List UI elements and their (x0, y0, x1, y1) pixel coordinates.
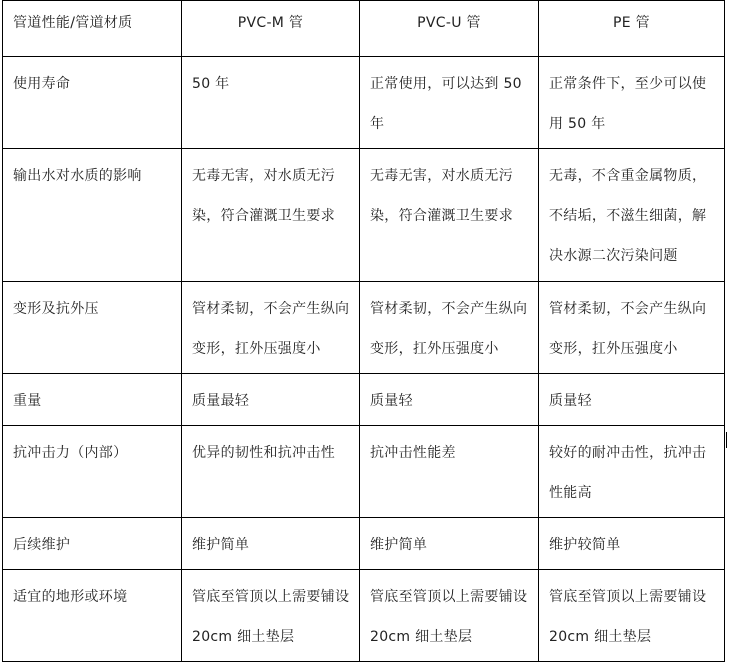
cell-text: 重量 (13, 393, 42, 409)
cell-text: 管底至管顶以上需要铺设 20cm 细土垫层 (192, 589, 350, 645)
cell-text: 后续维护 (13, 537, 71, 553)
pvc-m-cell (182, 282, 360, 374)
row-label-cell (3, 518, 182, 570)
pvc-u-cell (360, 374, 539, 426)
cell-text: 质量轻 (549, 393, 592, 409)
pvc-m-cell (182, 374, 360, 426)
table-row (3, 426, 725, 518)
table-row (3, 374, 725, 426)
cursor-mark (726, 432, 727, 448)
header-text: PVC-M 管 (237, 15, 304, 31)
row-label-cell (3, 374, 182, 426)
pe-cell (539, 374, 725, 426)
pvc-u-cell (360, 570, 539, 662)
cell-text: 质量最轻 (192, 393, 250, 409)
header-cell-pe (539, 1, 725, 57)
pvc-m-cell (182, 426, 360, 518)
cell-text: 正常条件下，至少可以使用 50 年 (549, 76, 707, 132)
header-cell-pvc-m (182, 1, 360, 57)
pe-cell (539, 282, 725, 374)
cell-text: 质量轻 (370, 393, 413, 409)
cell-text: 管材柔韧，不会产生纵向变形，扛外压强度小 (192, 301, 350, 357)
pipe-comparison-table (2, 0, 725, 662)
cell-text: 较好的耐冲击性，抗冲击性能高 (549, 445, 707, 501)
header-row (3, 1, 725, 57)
pvc-u-cell (360, 518, 539, 570)
row-label-cell (3, 149, 182, 282)
pvc-u-cell (360, 426, 539, 518)
row-label-cell (3, 570, 182, 662)
cell-text: 无毒无害，对水质无污染，符合灌溉卫生要求 (192, 168, 335, 224)
table-row (3, 570, 725, 662)
cell-text: 50 年 (192, 76, 230, 92)
cell-text: 使用寿命 (13, 76, 71, 92)
cell-text: 维护简单 (192, 537, 250, 553)
row-label-cell (3, 426, 182, 518)
pvc-m-cell (182, 149, 360, 282)
pe-cell (539, 570, 725, 662)
cell-text: 正常使用，可以达到 50 年 (370, 76, 522, 132)
cell-text: 适宜的地形或环境 (13, 589, 128, 605)
cell-text: 输出水对水质的影响 (13, 168, 142, 184)
row-label-cell (3, 57, 182, 149)
cell-text: 变形及抗外压 (13, 301, 99, 317)
cell-text: 无毒无害，对水质无污染，符合灌溉卫生要求 (370, 168, 513, 224)
table-row (3, 149, 725, 282)
pe-cell (539, 518, 725, 570)
cell-text: 维护较简单 (549, 537, 621, 553)
pe-cell (539, 426, 725, 518)
header-cell-pvc-u (360, 1, 539, 57)
pvc-u-cell (360, 149, 539, 282)
cell-text: 管底至管顶以上需要铺设 20cm 细土垫层 (370, 589, 528, 645)
cell-text: 无毒，不含重金属物质，不结垢，不滋生细菌，解决水源二次污染问题 (549, 168, 707, 264)
pvc-u-cell (360, 282, 539, 374)
pvc-m-cell (182, 57, 360, 149)
pe-cell (539, 149, 725, 282)
pvc-u-cell (360, 57, 539, 149)
header-text: PE 管 (613, 15, 650, 31)
cell-text: 抗冲击力（内部） (13, 445, 128, 461)
row-label-cell (3, 282, 182, 374)
table-row (3, 282, 725, 374)
pvc-m-cell (182, 570, 360, 662)
cell-text: 管底至管顶以上需要铺设 20cm 细土垫层 (549, 589, 707, 645)
header-cell-property (3, 1, 182, 57)
cell-text: 管材柔韧，不会产生纵向变形，扛外压强度小 (549, 301, 707, 357)
cell-text: 管材柔韧，不会产生纵向变形，扛外压强度小 (370, 301, 528, 357)
cell-text: 抗冲击性能差 (370, 445, 456, 461)
cell-text: 维护简单 (370, 537, 428, 553)
header-text: PVC-U 管 (417, 15, 481, 31)
cell-text: 优异的韧性和抗冲击性 (192, 445, 335, 461)
table-row (3, 518, 725, 570)
pe-cell (539, 57, 725, 149)
header-text: 管道性能/管道材质 (13, 15, 133, 31)
table-row (3, 57, 725, 149)
pvc-m-cell (182, 518, 360, 570)
